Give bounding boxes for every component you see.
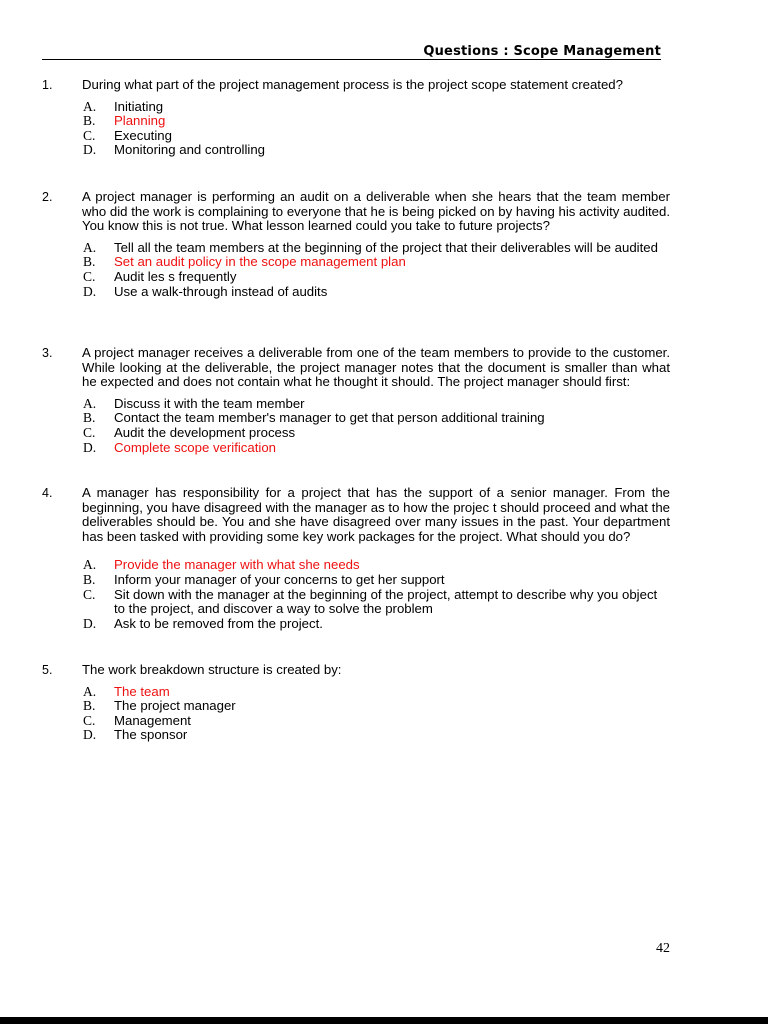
option-a (83, 241, 670, 256)
option-text: The project manager (114, 698, 236, 714)
option-text: Sit down with the manager at the beginning of the project, attempt to describe why you object to the project, and discover a way to solve the problem (114, 586, 658, 617)
option-b-correct (83, 114, 670, 129)
page-number: 42 (656, 941, 670, 956)
option-letter: D. (83, 615, 97, 631)
question-number: 3. (42, 346, 53, 360)
option-a (83, 100, 670, 115)
option-letter: D. (83, 439, 97, 455)
question-number: 4. (42, 486, 53, 500)
answer-options (83, 397, 670, 455)
option-letter: C. (83, 268, 96, 284)
question-text: A project manager is performing an audit on a deliverable when she hears that the team member who did the work is complaining to everyone that he is being picked on by having his activity audited. You know this is not true. What lesson learned could you take to future projects? (82, 189, 670, 234)
option-text: The team (114, 683, 170, 699)
question-number: 2. (42, 190, 53, 204)
option-letter: B. (83, 113, 96, 129)
question-text: A project manager receives a deliverable from one of the team members to provide to the customer. While looking at the deliverable, the project manager notes that the document is smaller than what he expected and does not contain what he thought it should. The project manager should first: (82, 345, 670, 390)
option-a-correct (83, 685, 670, 700)
option-letter: B. (83, 254, 96, 270)
option-d (83, 285, 670, 300)
option-b (83, 573, 670, 588)
page-header-title: Questions : Scope Management (423, 44, 661, 59)
answer-options (83, 100, 670, 158)
option-letter: B. (83, 571, 96, 587)
question-number: 1. (42, 78, 53, 92)
header-rule (42, 59, 661, 60)
question-text: The work breakdown structure is created by: (82, 662, 342, 677)
answer-options (83, 558, 670, 631)
option-letter: A. (83, 98, 97, 114)
option-letter: C. (83, 127, 96, 143)
option-c (83, 270, 670, 285)
option-text: Use a walk-through instead of audits (114, 283, 328, 299)
option-text: Planning (114, 113, 166, 129)
option-text: Audit les s frequently (114, 268, 237, 284)
option-letter: A. (83, 395, 97, 411)
option-letter: D. (83, 142, 97, 158)
question-text: During what part of the project management process is the project scope statement created? (82, 77, 623, 92)
option-text: Audit the development process (114, 424, 296, 440)
option-text: Ask to be removed from the project. (114, 615, 323, 631)
option-letter: A. (83, 239, 97, 255)
option-text: Discuss it with the team member (114, 395, 305, 411)
option-d-correct (83, 441, 670, 456)
option-letter: C. (83, 586, 96, 602)
option-c (83, 588, 670, 617)
option-letter: C. (83, 424, 96, 440)
answer-options (83, 241, 670, 299)
option-text: Provide the manager with what she needs (114, 557, 360, 573)
question-1 (42, 78, 670, 158)
option-c (83, 129, 670, 144)
option-letter: D. (83, 283, 97, 299)
option-letter: A. (83, 557, 97, 573)
question-2 (42, 190, 670, 299)
question-text: A manager has responsibility for a project that has the support of a senior manager. From the beginning, you have disagreed with the manager as to how the projec t should proceed and what the deliverables should be. You and she have disagreed over many issues in the past. Your department has been tasked with providing some key work packages for the project. What should you do? (82, 485, 670, 544)
option-c (83, 714, 670, 729)
option-c (83, 426, 670, 441)
option-a-correct (83, 558, 670, 573)
option-text: Complete scope verification (114, 439, 276, 455)
question-5 (42, 663, 670, 743)
option-letter: D. (83, 727, 97, 743)
option-letter: B. (83, 698, 96, 714)
option-text: Contact the team member's manager to get that person additional training (114, 410, 545, 426)
option-d (83, 728, 670, 743)
option-text: Executing (114, 127, 172, 143)
option-letter: C. (83, 712, 96, 728)
option-text: Set an audit policy in the scope management plan (114, 254, 406, 270)
option-text: Management (114, 712, 191, 728)
option-b (83, 411, 670, 426)
option-letter: A. (83, 683, 97, 699)
option-d (83, 143, 670, 158)
option-text: Tell all the team members at the beginning of the project that their deliverables will be audited (114, 239, 658, 255)
question-3 (42, 346, 670, 455)
option-text: The sponsor (114, 727, 188, 743)
option-a (83, 397, 670, 412)
question-4 (42, 486, 670, 631)
option-text: Monitoring and controlling (114, 142, 266, 158)
option-text: Initiating (114, 98, 164, 114)
option-b (83, 699, 670, 714)
bottom-bar (0, 1017, 768, 1024)
option-letter: B. (83, 410, 96, 426)
option-text: Inform your manager of your concerns to get her support (114, 571, 445, 587)
option-d (83, 617, 670, 632)
answer-options (83, 685, 670, 743)
question-number: 5. (42, 663, 53, 677)
option-b-correct (83, 255, 670, 270)
